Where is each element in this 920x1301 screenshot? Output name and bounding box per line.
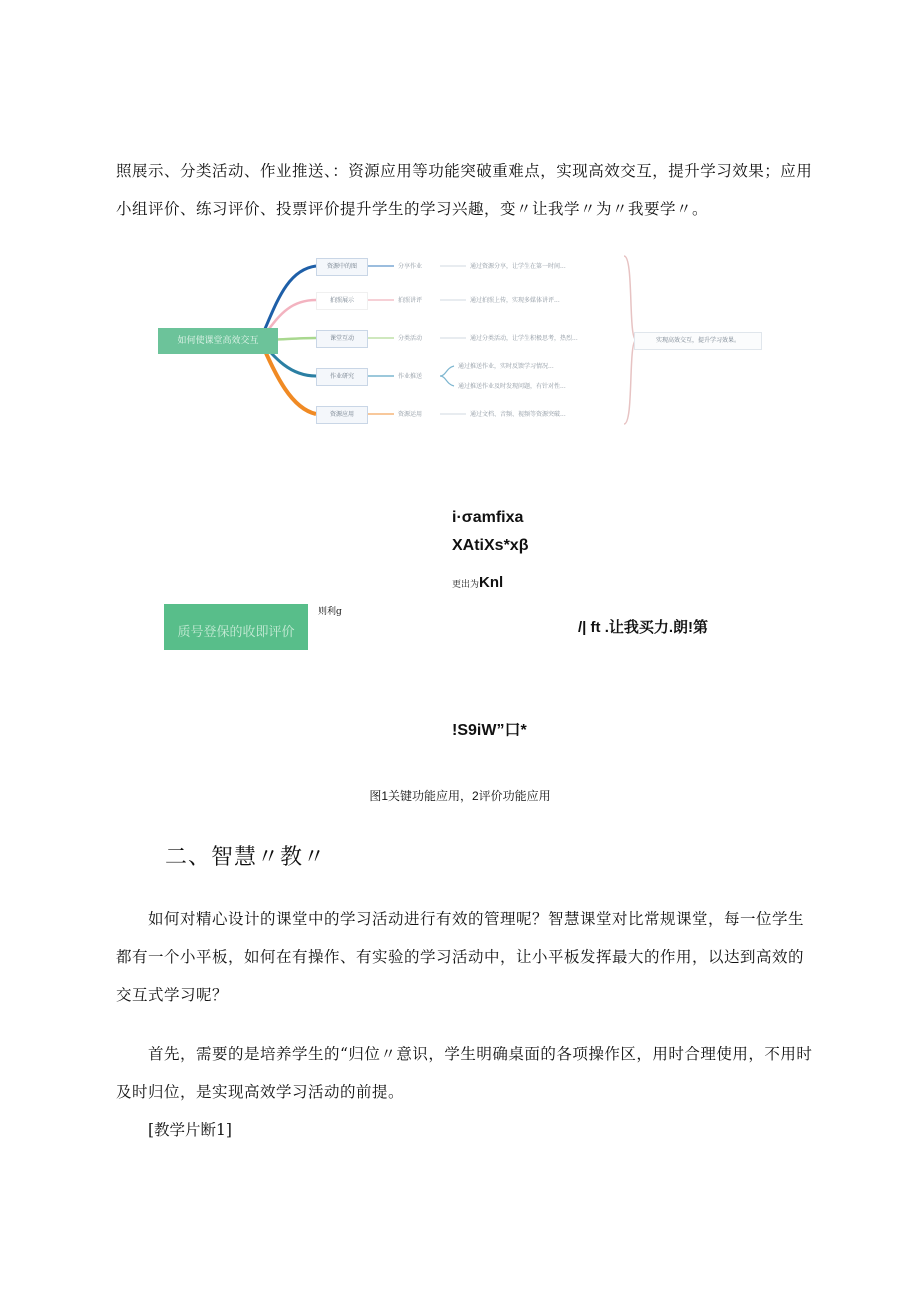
mindmap-node-3: 课堂互动	[316, 330, 368, 348]
mindmap-figure	[150, 248, 770, 433]
mindmap-detail-1: 通过资源分享，让学生在第一时间...	[470, 263, 566, 270]
mindmap-child-3: 分类活动	[398, 335, 423, 342]
garbled-line-2: XAtiXs*xβ	[452, 537, 529, 554]
garbled-line-3-main: Knl	[479, 574, 504, 591]
mindmap-root: 如何使课堂高效交互	[158, 328, 278, 354]
mindmap-node-5: 资源应用	[316, 406, 368, 424]
mindmap-detail-5: 通过文档、音频、视频等资源突破...	[470, 411, 566, 418]
mindmap-summary: 实现高效交互，提升学习效果。	[634, 332, 762, 350]
mindmap-child-4: 作业推送	[398, 373, 423, 380]
mindmap-child-5: 资源运用	[398, 411, 423, 418]
mindmap-child-2: 拍照讲评	[398, 297, 423, 304]
garbled-line-4: !S9iW”口*	[452, 722, 527, 739]
garbled-line-3	[452, 572, 503, 591]
section-heading: 二、智慧〃教〃	[165, 845, 327, 870]
small-label: 则利g	[318, 607, 342, 617]
mindmap-node-2: 拍照展示	[316, 292, 368, 310]
figure-caption: 图1关键功能应用，2评价功能应用	[369, 789, 551, 803]
green-eval-box	[164, 604, 308, 650]
mindmap-node-1: 资源中的图	[316, 258, 368, 276]
garbled-line-1: i·σamfixa	[452, 509, 524, 526]
mindmap-detail-4a: 通过推送作业，实时反馈学习情况...	[458, 363, 554, 370]
body-paragraph-2: 首先，需要的是培养学生的“归位〃意识，学生明确桌面的各项操作区，用时合理使用，不用时及时归位，是实现高效学习活动的前提。	[116, 1045, 813, 1101]
mindmap-detail-2: 通过拍照上传，实现多媒体讲评...	[470, 297, 560, 304]
garbled-line-3-prefix: 更出为	[452, 579, 480, 589]
teaching-fragment-label: [教学片断1]	[148, 1121, 232, 1139]
mindmap-detail-4b: 通过推送作业及时发现问题，有针对性...	[458, 383, 566, 390]
green-eval-box-label: 质号登保的收即评价	[177, 625, 295, 640]
garbled-right-text: /| ft .让我买力.朗!第	[578, 619, 709, 636]
mindmap-detail-3: 通过分类活动，让学生积极思考，热烈...	[470, 335, 578, 342]
body-paragraph-1: 如何对精心设计的课堂中的学习活动进行有效的管理呢？智慧课堂对比常规课堂，每一位学生都有一个小平板，如何在有操作、有实验的学习活动中，让小平板发挥最大的作用，以达到高效的交互式学习呢？	[116, 910, 805, 1004]
intro-paragraph: 照展示、分类活动、作业推送、：资源应用等功能突破重难点，实现高效交互，提升学习效果；应用小组评价、练习评价、投票评价提升学生的学习兴趣，变〃让我学〃为〃我要学〃。	[116, 162, 813, 218]
mindmap-node-4: 作业研究	[316, 368, 368, 386]
mindmap-child-1: 分享作业	[398, 263, 423, 270]
